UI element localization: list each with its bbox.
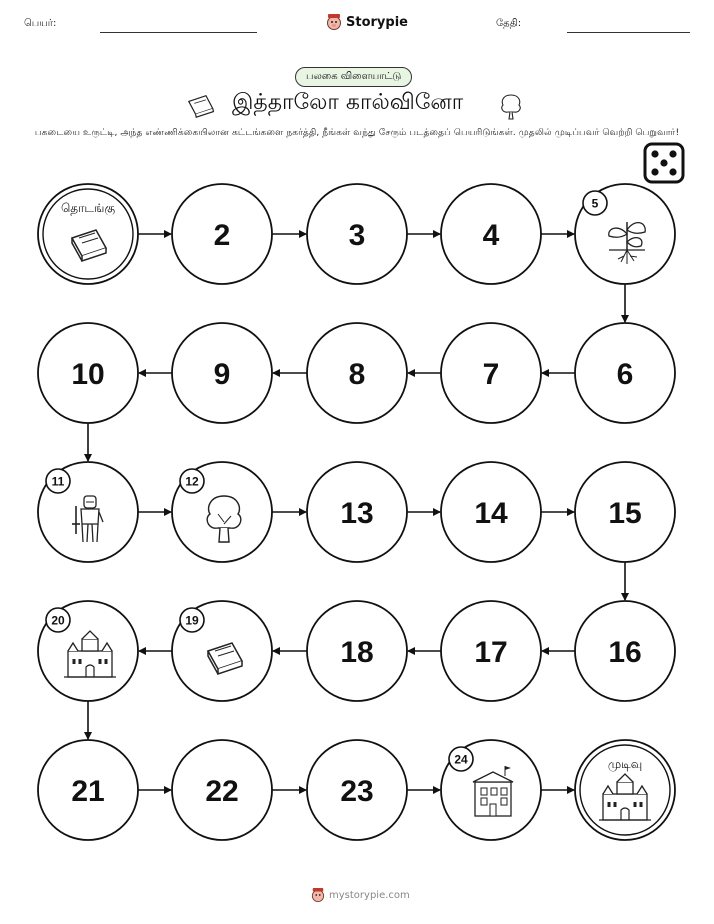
- board-square-15[interactable]: [575, 462, 675, 562]
- square-number: 20: [51, 613, 65, 628]
- board-square-10[interactable]: [38, 323, 138, 423]
- name-label: பெயர்:: [24, 18, 57, 29]
- board-square-20[interactable]: [38, 601, 138, 701]
- page-title: இத்தாலோ கால்வினோ: [232, 90, 464, 115]
- square-number: 5: [591, 196, 599, 211]
- square-number: 6: [616, 358, 634, 391]
- square-number: 16: [608, 636, 642, 669]
- board-square-7[interactable]: [441, 323, 541, 423]
- square-number-badge: [180, 469, 204, 493]
- board-square-9[interactable]: [172, 323, 272, 423]
- square-number: 14: [474, 497, 508, 530]
- board-square-5[interactable]: [575, 184, 675, 284]
- square-number: 21: [71, 775, 105, 808]
- board-square-21[interactable]: [38, 740, 138, 840]
- square-number-badge: [46, 469, 70, 493]
- board-square-11[interactable]: [38, 462, 138, 562]
- board-square-13[interactable]: [307, 462, 407, 562]
- brand-name: Storypie: [346, 14, 408, 30]
- board-square-2[interactable]: [172, 184, 272, 284]
- square-number: 4: [482, 219, 500, 252]
- square-number: 7: [482, 358, 500, 391]
- square-number: 15: [608, 497, 642, 530]
- board-square-16[interactable]: [575, 601, 675, 701]
- square-number: 23: [340, 775, 374, 808]
- board-square-6[interactable]: [575, 323, 675, 423]
- instructions: பகடையை உருட்டி, அந்த எண்ணிக்கையிலான கட்டங்களை நகர்த்தி, நீங்கள் வந்து சேரும் படத்தைப் பெயரிடுங்கள். முதலில் முடிப்பவர் வெற்றி பெறுவார்!: [34, 127, 680, 138]
- start-label: தொடங்கு: [60, 201, 116, 215]
- footer-url[interactable]: mystorypie.com: [329, 889, 410, 901]
- square-number: 12: [185, 474, 199, 489]
- finish-square[interactable]: [575, 740, 675, 840]
- board-square-3[interactable]: [307, 184, 407, 284]
- board-square-8[interactable]: [307, 323, 407, 423]
- board-square-19[interactable]: [172, 601, 272, 701]
- board-square-22[interactable]: [172, 740, 272, 840]
- square-number: 10: [71, 358, 105, 391]
- square-number: 13: [340, 497, 374, 530]
- square-number-badge: [180, 608, 204, 632]
- square-number: 9: [213, 358, 231, 391]
- pig-mascot-icon: [311, 887, 325, 903]
- square-number: 17: [474, 636, 508, 669]
- board-square-18[interactable]: [307, 601, 407, 701]
- square-number-badge: [583, 191, 607, 215]
- board-square-23[interactable]: [307, 740, 407, 840]
- square-number-badge: [46, 608, 70, 632]
- board-square-14[interactable]: [441, 462, 541, 562]
- square-number: 2: [213, 219, 231, 252]
- square-number: 22: [205, 775, 239, 808]
- start-square[interactable]: [38, 184, 138, 284]
- game-type-badge: பலகை விளையாட்டு: [295, 67, 412, 87]
- square-number: 19: [185, 613, 199, 628]
- finish-label: முடிவு: [607, 757, 643, 771]
- board-square-4[interactable]: [441, 184, 541, 284]
- square-number: 24: [454, 752, 468, 767]
- board-square-12[interactable]: [172, 462, 272, 562]
- date-label: தேதி:: [496, 18, 522, 29]
- square-number: 3: [348, 219, 366, 252]
- square-number: 8: [348, 358, 366, 391]
- square-number: 18: [340, 636, 374, 669]
- board-square-24[interactable]: [441, 740, 541, 840]
- board-square-17[interactable]: [441, 601, 541, 701]
- footer: [311, 887, 410, 903]
- square-number: 11: [51, 474, 65, 489]
- square-number-badge: [449, 747, 473, 771]
